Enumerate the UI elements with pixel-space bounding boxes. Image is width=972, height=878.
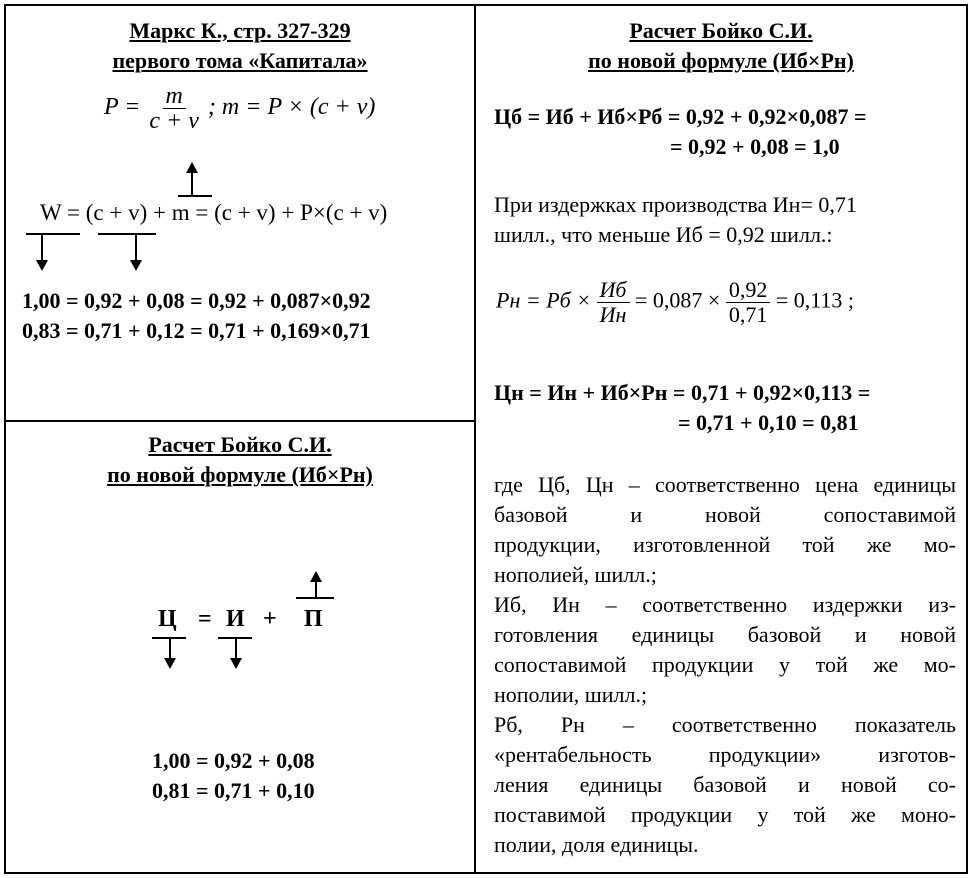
marx-equation-1: 1,00 = 0,92 + 0,08 = 0,92 + 0,087×0,92 xyxy=(22,288,371,313)
symbol-profit: П xyxy=(304,606,323,632)
symbol-equals: = xyxy=(198,606,212,632)
legend-line: готовления единицы базовой и новой xyxy=(494,622,956,647)
cost-ratio-denominator: Ин xyxy=(599,302,627,327)
legend-line: где Цб, Цн – соответственно цена единицы xyxy=(494,472,956,497)
symbol-price: Ц xyxy=(158,606,177,632)
value-ratio-numerator: 0,92 xyxy=(726,278,771,303)
boyko-equation-1: 1,00 = 0,92 + 0,08 xyxy=(152,748,315,773)
up-arrow-icon xyxy=(296,571,334,598)
profitability-formula xyxy=(496,278,854,327)
value-formula: W = (c + v) + m = (c + v) + P×(c + v) xyxy=(40,200,388,225)
legend-line: «рентабельность продукции» изготов- xyxy=(494,742,956,767)
profit-fraction-denominator: c + v xyxy=(149,108,199,134)
symbol-costs: И xyxy=(226,606,245,632)
boyko-right-title-line2: по новой формуле (Иб×Рн) xyxy=(588,48,854,73)
surplus-formula: ; m = P × (c + v) xyxy=(207,94,376,121)
legend-line: нополией, шилл.; xyxy=(494,562,657,587)
base-price-calc-line1: Цб = Иб + Иб×Рб = 0,92 + 0,92×0,087 = xyxy=(494,104,867,129)
value-ratio-fraction xyxy=(726,278,771,327)
boyko-right-title-line1: Расчет Бойко С.И. xyxy=(629,18,813,43)
profit-formula-lhs: P = xyxy=(104,94,141,121)
down-arrow-icon xyxy=(98,234,156,271)
marx-equation-2: 0,83 = 0,71 + 0,12 = 0,71 + 0,169×0,71 xyxy=(22,318,371,343)
down-arrow-icon xyxy=(218,638,252,669)
marx-title-line2: первого тома «Капитала» xyxy=(112,48,368,73)
profitability-formula-lhs: Рн = Рб × xyxy=(496,287,592,313)
new-costs-text-line2: шилл., что меньше Иб = 0,92 шилл.: xyxy=(494,222,833,247)
profitability-formula-mid: = 0,087 × xyxy=(635,287,721,313)
new-price-calc-line2: = 0,71 + 0,10 = 0,81 xyxy=(678,410,859,435)
profit-fraction-numerator: m xyxy=(163,84,186,109)
legend-block xyxy=(494,470,956,860)
down-arrow-icon xyxy=(152,638,186,669)
boyko-left-title-line1: Расчет Бойко С.И. xyxy=(148,432,332,457)
marx-panel xyxy=(4,4,476,422)
legend-line: ления единицы базовой и новой со- xyxy=(494,772,956,797)
new-costs-text-line1: При издержках производства Ин= 0,71 xyxy=(494,192,857,217)
down-arrow-icon xyxy=(26,234,80,271)
cost-ratio-numerator: Иб xyxy=(597,278,630,303)
up-arrow-icon xyxy=(178,162,212,196)
legend-line: сопоставимой продукции у той же мо- xyxy=(494,652,956,677)
legend-lines xyxy=(494,470,956,860)
base-price-calc-line2: = 0,92 + 0,08 = 1,0 xyxy=(670,134,840,159)
legend-line: полии, доля единицы. xyxy=(494,832,699,857)
legend-line: продукции, изготовленной той же мо- xyxy=(494,532,956,557)
legend-line: Иб, Ин – соответственно издержки из- xyxy=(494,592,956,617)
boyko-arrows xyxy=(6,422,474,872)
boyko-equation-2: 0,81 = 0,71 + 0,10 xyxy=(152,778,315,803)
boyko-summary-panel xyxy=(4,420,476,874)
legend-line: базовой и новой сопоставимой xyxy=(494,502,956,527)
boyko-left-title-line2: по новой формуле (Иб×Рн) xyxy=(107,462,373,487)
cost-ratio-fraction xyxy=(597,278,630,327)
symbol-plus: + xyxy=(263,606,277,632)
boyko-calculation-panel xyxy=(474,4,968,874)
legend-line: Рб, Рн – соответственно показатель xyxy=(494,712,956,737)
new-price-calc-line1: Цн = Ин + Иб×Рн = 0,71 + 0,92×0,113 = xyxy=(494,380,871,405)
legend-line: поставимой продукции у той же моно- xyxy=(494,802,956,827)
profitability-formula-result: = 0,113 ; xyxy=(775,287,855,313)
marx-title-line1: Маркс К., стр. 327-329 xyxy=(129,18,351,43)
legend-line: нополии, шилл.; xyxy=(494,682,648,707)
value-ratio-denominator: 0,71 xyxy=(728,302,768,327)
